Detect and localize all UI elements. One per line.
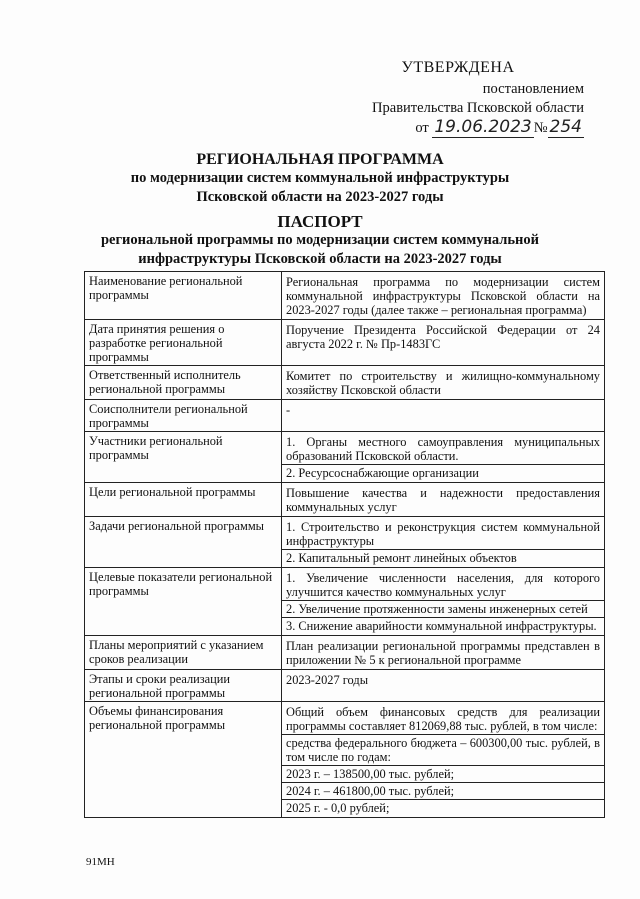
row-paragraph: План реализации региональной программы представлен в приложении № 5 к региональной программе [286, 639, 600, 667]
row-label: Планы мероприятий с указанием сроков реализации [85, 636, 282, 670]
table-row [85, 432, 605, 483]
approval-block [372, 58, 584, 138]
row-paragraph: Общий объем финансовых средств для реализации программы составляет 812069,88 тыс. рублей, в том числе: [286, 705, 600, 733]
row-paragraph: 2025 г. - 0,0 рублей; [282, 799, 604, 816]
footer-code: 91МН [86, 856, 115, 868]
row-paragraph: 2. Увеличение протяженности замены инженерных сетей [282, 600, 604, 617]
row-value [282, 670, 605, 702]
passport-heading-block [0, 212, 640, 269]
row-paragraph: 2. Ресурсоснабжающие организации [282, 464, 604, 481]
row-label: Соисполнители региональной программы [85, 400, 282, 432]
row-label: Участники региональной программы [85, 432, 282, 483]
row-label: Наименование региональной программы [85, 272, 282, 320]
row-paragraph: 3. Снижение аварийности коммунальной инфраструктуры. [282, 617, 604, 634]
table-row [85, 272, 605, 320]
row-value [282, 568, 605, 636]
row-paragraph: Повышение качества и надежности предоставления коммунальных услуг [286, 486, 600, 514]
approval-date-line [372, 118, 584, 138]
table-row [85, 517, 605, 568]
row-label: Задачи региональной программы [85, 517, 282, 568]
row-paragraph: 2023-2027 годы [286, 673, 369, 687]
row-paragraph: Региональная программа по модернизации систем коммунальной инфраструктуры Псковской области на 2023-2027 годы (далее также – региональная программа) [286, 275, 600, 317]
passport-table [84, 271, 605, 818]
passport-line-2: инфраструктуры Псковской области на 2023-2027 годы [138, 251, 502, 267]
program-title-line-3: Псковской области на 2023-2027 годы [196, 189, 444, 205]
row-label: Целевые показатели региональной программы [85, 568, 282, 636]
row-label: Этапы и сроки реализации региональной программы [85, 670, 282, 702]
program-title-line-1: РЕГИОНАЛЬНАЯ ПРОГРАММА [196, 151, 444, 168]
row-value [282, 320, 605, 366]
approval-number: 254 [549, 117, 582, 137]
approval-date: 19.06.2023 [434, 117, 532, 137]
table-row [85, 320, 605, 366]
row-value [282, 272, 605, 320]
row-paragraph: 2. Капитальный ремонт линейных объектов [282, 549, 604, 566]
row-value [282, 400, 605, 432]
approval-from: от [415, 120, 429, 136]
row-paragraph: 1. Увеличение численности населения, для которого улучшится качество коммунальных услуг [286, 571, 600, 599]
program-title [0, 150, 640, 207]
row-value [282, 702, 605, 818]
approval-line-2: Правительства Псковской области [372, 100, 584, 116]
row-label: Объемы финансирования региональной программы [85, 702, 282, 818]
row-label: Дата принятия решения о разработке региональной программы [85, 320, 282, 366]
approval-line-1: постановлением [482, 81, 584, 97]
row-label: Цели региональной программы [85, 483, 282, 517]
row-paragraph: средства федерального бюджета – 600300,00 тыс. рублей, в том числе по годам: [282, 734, 604, 765]
row-value [282, 517, 605, 568]
approval-number-sign: № [533, 120, 548, 136]
program-title-line-2: по модернизации систем коммунальной инфраструктуры [130, 170, 510, 186]
row-label: Ответственный исполнитель региональной программы [85, 366, 282, 400]
table-row [85, 568, 605, 636]
row-value [282, 636, 605, 670]
passport-line-1: региональной программы по модернизации систем коммунальной [100, 232, 540, 248]
approval-heading: УТВЕРЖДЕНА [401, 59, 515, 76]
passport-heading: ПАСПОРТ [277, 212, 363, 231]
row-paragraph: 1. Органы местного самоуправления муниципальных образований Псковской области. [286, 435, 600, 463]
table-row [85, 483, 605, 517]
row-paragraph: Поручение Президента Российской Федерации от 24 августа 2022 г. № Пр-1483ГС [286, 323, 600, 351]
row-paragraph: 2023 г. – 138500,00 тыс. рублей; [282, 765, 604, 782]
table-row [85, 400, 605, 432]
table-row [85, 670, 605, 702]
row-paragraph: 1. Строительство и реконструкция систем коммунальной инфраструктуры [286, 520, 600, 548]
table-row [85, 702, 605, 818]
row-paragraph: Комитет по строительству и жилищно-коммунальному хозяйству Псковской области [286, 369, 600, 397]
row-paragraph: 2024 г. – 461800,00 тыс. рублей; [282, 782, 604, 799]
table-row [85, 636, 605, 670]
table-row [85, 366, 605, 400]
row-value [282, 432, 605, 483]
row-value [282, 366, 605, 400]
row-value [282, 483, 605, 517]
row-paragraph: - [286, 403, 291, 417]
